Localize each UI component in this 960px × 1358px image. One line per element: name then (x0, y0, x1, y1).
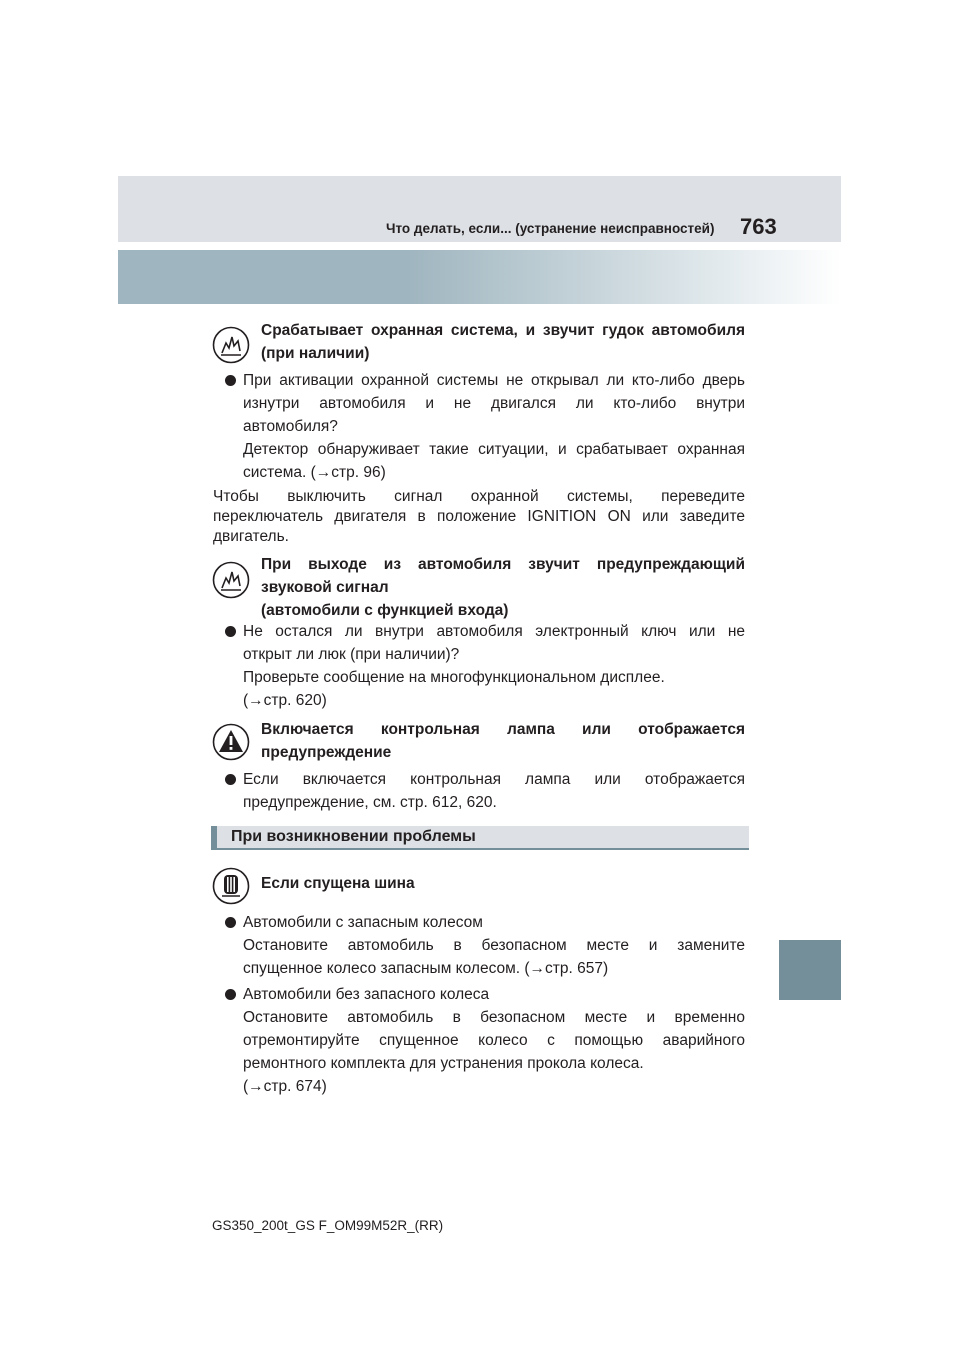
section-title-exit-buzzer: При выходе из автомобиля звучит предупреждающий звуковой сигнал (автомобили с функцией входа) (261, 556, 745, 619)
footer-doc-code: GS350_200t_GS F_OM99M52R_(RR) (212, 1218, 444, 1233)
section-title-warning-lamp: Включается контрольная лампа или отображается предупреждение (261, 721, 745, 761)
chapter-side-tab (779, 940, 841, 1000)
bullet-dot (225, 375, 236, 386)
page-number: 763 (740, 214, 777, 239)
note-text-security: Чтобы выключить сигнал охранной системы, переведите переключатель двигателя в положение IGNITION ON или заведите двигатель. (213, 488, 745, 545)
car-horn-alarm-icon (212, 326, 250, 364)
bullet-text-warning-lamp: Если включается контрольная лампа или отображается предупреждение, см. стр. 612, 620. (243, 771, 745, 811)
buzzer-alarm-icon (212, 561, 250, 599)
bullet-text-spare-tire: Автомобили с запасным колесом Остановите автомобиль в безопасном месте и замените спущенное колесо запасным колесом. (→стр. 657) (243, 914, 745, 977)
bullet-dot (225, 917, 236, 928)
bullet-dot (225, 774, 236, 785)
warning-triangle-icon (212, 723, 250, 761)
section-header-title: При возникновении проблемы (231, 828, 476, 845)
bullet-text-no-spare-tire: Автомобили без запасного колеса Остановите автомобиль в безопасном месте и временно отремонтируйте спущенное колесо с помощью аварийного ремонтного комплекта для устранения прокола колеса. (→стр. 674) (243, 986, 745, 1095)
section-header-problem (211, 826, 749, 850)
bullet-dot (225, 626, 236, 637)
bullet-text-exit-buzzer: Не остался ли внутри автомобиля электронный ключ или не открыт ли люк (при наличии)? Проверьте сообщение на многофункциональном дисплее. (→стр. 620) (243, 623, 745, 709)
flat-tire-icon (212, 867, 250, 905)
chapter-bar (118, 250, 841, 304)
section-title-flat-tire: Если спущена шина (261, 875, 415, 892)
header-title: Что делать, если... (устранение неисправностей) (386, 221, 715, 236)
bullet-dot (225, 989, 236, 1000)
bullet-text-security: При активации охранной системы не открывал ли кто-либо дверь изнутри автомобиля и не двигался ли кто-либо внутри автомобиля? Детектор обнаруживает такие ситуации, и срабатывает охранная система. (→стр. 96) (243, 372, 745, 481)
section-title-security-alarm: Срабатывает охранная система, и звучит гудок автомобиля (при наличии) (261, 322, 745, 362)
